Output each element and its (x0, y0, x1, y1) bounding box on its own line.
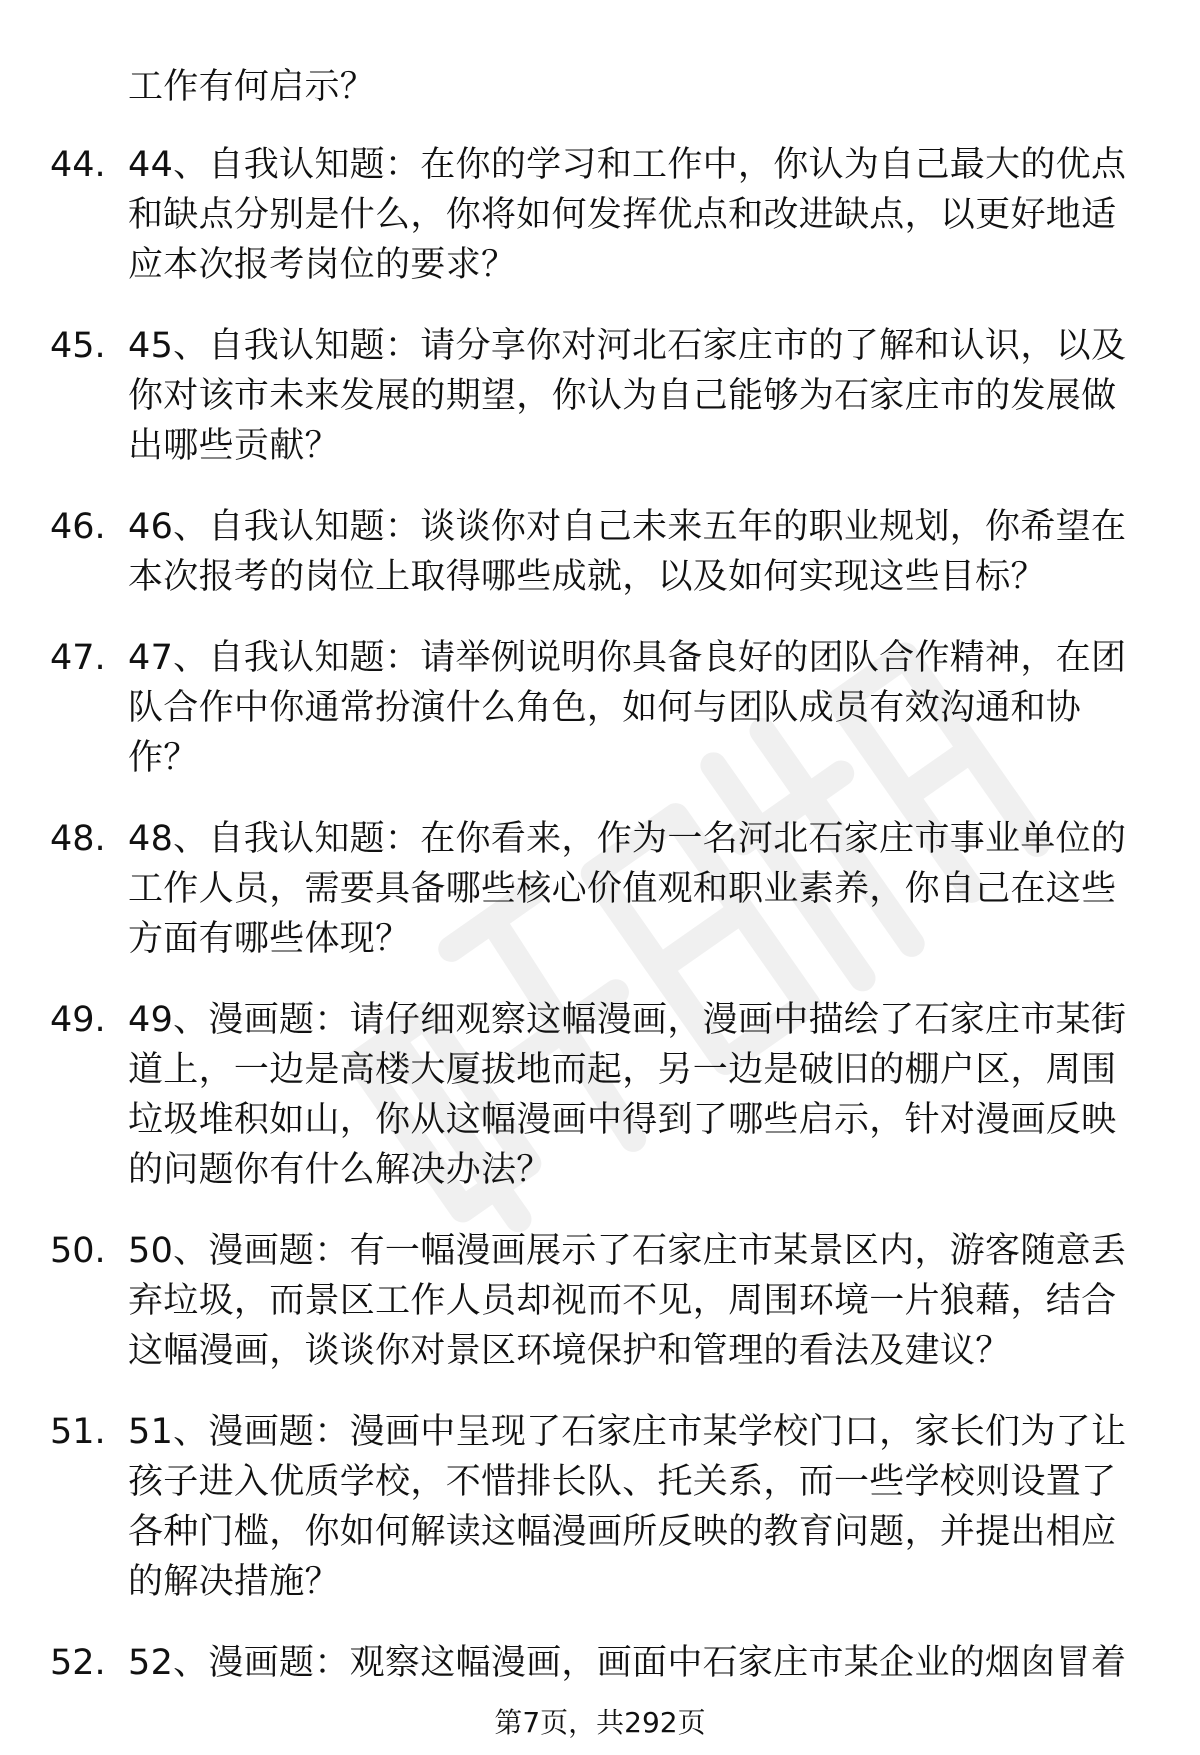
page-footer: 第7页，共292页 (494, 1706, 706, 1739)
question-number: 51. (50, 1412, 106, 1452)
continuation-text: 工作有何启示？ (128, 67, 376, 107)
question-number: 44. (50, 145, 106, 185)
list-item (0, 814, 1200, 964)
list-item (0, 1407, 1200, 1607)
question-text: 51、漫画题：漫画中呈现了石家庄市某学校门口，家长们为了让孩子进入优质学校，不惜排长队、托关系，而一些学校则设置了各种门槛，你如何解读这幅漫画所反映的教育问题，并提出相应的解决措施？ (128, 1412, 1127, 1602)
list-item (0, 321, 1200, 471)
question-text: 52、漫画题：观察这幅漫画，画面中石家庄市某企业的烟囱冒着 (128, 1643, 1127, 1683)
question-number: 48. (50, 819, 106, 859)
list-item (0, 1226, 1200, 1376)
list-item (0, 502, 1200, 602)
question-number: 50. (50, 1231, 106, 1271)
question-text: 49、漫画题：请仔细观察这幅漫画，漫画中描绘了石家庄市某街道上，一边是高楼大厦拔地而起，另一边是破旧的棚户区，周围垃圾堆积如山，你从这幅漫画中得到了哪些启示，针对漫画反映的问题你有什么解决办法？ (128, 1000, 1127, 1190)
question-list (0, 140, 1200, 1719)
question-text: 50、漫画题：有一幅漫画展示了石家庄市某景区内，游客随意丢弃垃圾，而景区工作人员却视而不见，周围环境一片狼藉，结合这幅漫画，谈谈你对景区环境保护和管理的看法及建议？ (128, 1231, 1127, 1371)
question-number: 45. (50, 326, 106, 366)
question-text: 47、自我认知题：请举例说明你具备良好的团队合作精神，在团队合作中你通常扮演什么角色，如何与团队成员有效沟通和协作？ (128, 638, 1127, 778)
list-item (0, 1638, 1200, 1688)
question-text: 46、自我认知题：谈谈你对自己未来五年的职业规划，你希望在本次报考的岗位上取得哪些成就，以及如何实现这些目标？ (128, 507, 1127, 597)
list-item (0, 995, 1200, 1195)
question-number: 46. (50, 507, 106, 547)
question-number: 47. (50, 638, 106, 678)
question-text: 44、自我认知题：在你的学习和工作中，你认为自己最大的优点和缺点分别是什么，你将如何发挥优点和改进缺点，以更好地适应本次报考岗位的要求？ (128, 145, 1127, 285)
question-number: 49. (50, 1000, 106, 1040)
list-item (0, 140, 1200, 290)
question-text: 48、自我认知题：在你看来，作为一名河北石家庄市事业单位的工作人员，需要具备哪些核心价值观和职业素养，你自己在这些方面有哪些体现？ (128, 819, 1127, 959)
question-text: 45、自我认知题：请分享你对河北石家庄市的了解和认识，以及你对该市未来发展的期望，你认为自己能够为石家庄市的发展做出哪些贡献？ (128, 326, 1127, 466)
question-number: 52. (50, 1643, 106, 1683)
list-item (0, 633, 1200, 783)
